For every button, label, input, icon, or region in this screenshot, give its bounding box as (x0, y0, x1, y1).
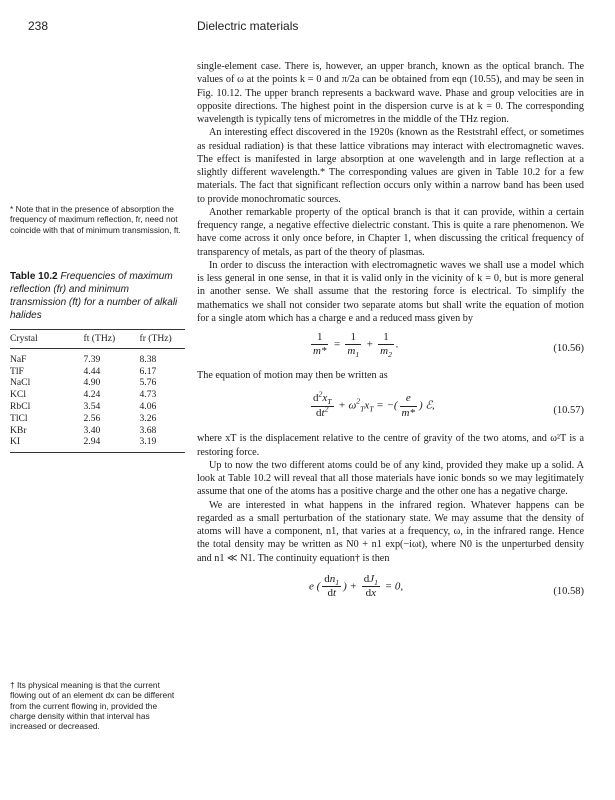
equation-10-57: $\frac{d^2x_T}{dt^2}$ + $\omega^2_Tx_T$ = −( $\frac{e}{m*}$ ) ℰ, (10.57) (313, 389, 584, 419)
paragraph-reststrahl: An interesting effect discovered in the 1920s (known as the Reststrahl effect, or sometimes as residual radiation) is that these lattice vibrations may interact with electromagnetic waves. The effect is manifested in large absorption at one wavelength and in large reflection at a slightly different wavelength.* The corresponding values are given in Table 10.2 for a few materials. The fact that significant reflection occurs only within a narrow band has been used to provide monochromatic sources. (197, 127, 584, 205)
column-header: ft (THz) (84, 330, 140, 349)
table-cell: 7.39 (83, 353, 101, 365)
table-cell: 3.26 (139, 412, 157, 424)
table-caption (10, 270, 185, 322)
table-row (10, 425, 185, 437)
paragraph-optical-branch: single-element case. There is, however, an upper branch, known as the optical branch. The values of ω at the points k = 0 and π/2a can be obtained from eqn (10.55), and may be seen in Fig. 10.12. The upper branch represents a backward wave. Phase and group velocities are in opposite directions. The highest point in the dispersion curve is at k = 0. The corresponding wavelength is typically tens of micrometres in the middle of the THz region. (197, 61, 584, 125)
table-cell: NaF (10, 353, 27, 365)
table-cell: NaCl (10, 377, 31, 389)
table-row (10, 401, 185, 413)
table-header-row (10, 330, 185, 349)
table-label: Table 10.2 (10, 271, 58, 282)
table-cell: 2.56 (83, 412, 101, 424)
table-row (10, 436, 185, 452)
table-cell: RbCl (10, 400, 31, 412)
column-header: Crystal (10, 330, 84, 349)
running-title: Dielectric materials (197, 19, 299, 33)
paragraph-ionic-bonds: Up to now the two different atoms could be of any kind, provided they make up a solid. A look at Table 10.2 will reveal that all those materials have ionic bonds so we may legitimately assume that one of the atoms has a positive charge and the other one has a negative charge. (197, 459, 584, 498)
table-row (10, 389, 185, 401)
table-cell: 2.94 (84, 436, 140, 452)
equation-number: (10.57) (553, 405, 584, 417)
column-header: fr (THz) (140, 330, 186, 349)
table-cell: 4.06 (139, 400, 157, 412)
paragraph-equation-of-motion: The equation of motion may then be written as (197, 370, 388, 381)
margin-note-reflection: * Note that in the presence of absorption the frequency of maximum reflection, fr, need not coincide with that of minimum transmission, ft. (10, 204, 181, 235)
table-cell: 3.40 (83, 424, 101, 436)
table-row (10, 348, 185, 365)
frequency-table (10, 329, 185, 453)
equation-10-56: $\frac{1}{m*}$ = $\frac{1}{m_1}$ + $\frac{1}{m_2}$ . (10.56) (313, 331, 584, 360)
table-cell: 3.19 (140, 436, 186, 452)
paragraph-negative-dielectric: Another remarkable property of the optical branch is that it can provide, within a certain frequency range, a negative effective dielectric constant. This is quite a rare phenomenon. We have come across it only once before, in Chapter 1, when discussing the critical frequency of transparency of metals, as part of the theory of plasmas. (197, 206, 584, 258)
paragraph-infrared: We are interested in what happens in the infrared region. Whatever happens can be regarded as a small perturbation of the stationary state. We may assume that the density of atoms will have a component, n1, that varies at a frequency, ω, in the infrared range. Hence the total density may be written as N0 + n1 exp(−iωt), where N0 is the unperturbed density and n1 ≪ N1. The continuity equation† is then (197, 499, 584, 564)
table-cell: 4.73 (139, 389, 157, 401)
table-cell: KBr (10, 424, 27, 436)
equation-number: (10.56) (553, 343, 584, 354)
table-cell: 3.68 (139, 424, 157, 436)
table-cell: KI (10, 436, 84, 452)
table-row (10, 366, 185, 378)
table-cell: 3.54 (83, 400, 101, 412)
table-cell: TlF (10, 365, 24, 377)
table-caption-text: Frequencies of maximum reflection (fr) and minimum transmission (ft) for a number of alkali halides (10, 271, 178, 321)
table-cell: 4.44 (83, 365, 101, 377)
table-cell: 4.90 (83, 377, 101, 389)
equation-number: (10.58) (553, 585, 584, 597)
table-cell: 4.24 (83, 389, 101, 401)
page-number: 238 (28, 19, 49, 33)
table-cell: TlCl (10, 412, 28, 424)
paragraph-where: where xT is the displacement relative to the centre of gravity of the two atoms, and ω²T is a restoring force. (197, 433, 584, 458)
table-cell: 8.38 (139, 353, 157, 365)
table-cell: 5.76 (139, 377, 157, 389)
equation-10-58: e ( $\frac{dn_1}{dt}$ ) + $\frac{dJ_1}{dx}$ = 0, (10.58) (309, 572, 584, 599)
table-row (10, 377, 185, 389)
margin-note-continuity: † Its physical meaning is that the current flowing out of an element dx can be different from the current flowing in, provided the charge density within that interval has increased or decreased. (10, 680, 175, 732)
table-row (10, 413, 185, 425)
main-text-column (197, 60, 584, 611)
paragraph-model: In order to discuss the interaction with electromagnetic waves we shall use a model which is less general in one sense, in that it is valid only in the vicinity of k = 0, but is more general in another sense. We shall assume that the restoring force is electrical. To simplify the mathematics we shall not consider two separate atoms but shall write the equation of motion for a single atom which has a charge e and a reduced mass given by (197, 259, 584, 324)
table-cell: 6.17 (139, 365, 157, 377)
table-cell: KCl (10, 389, 26, 401)
